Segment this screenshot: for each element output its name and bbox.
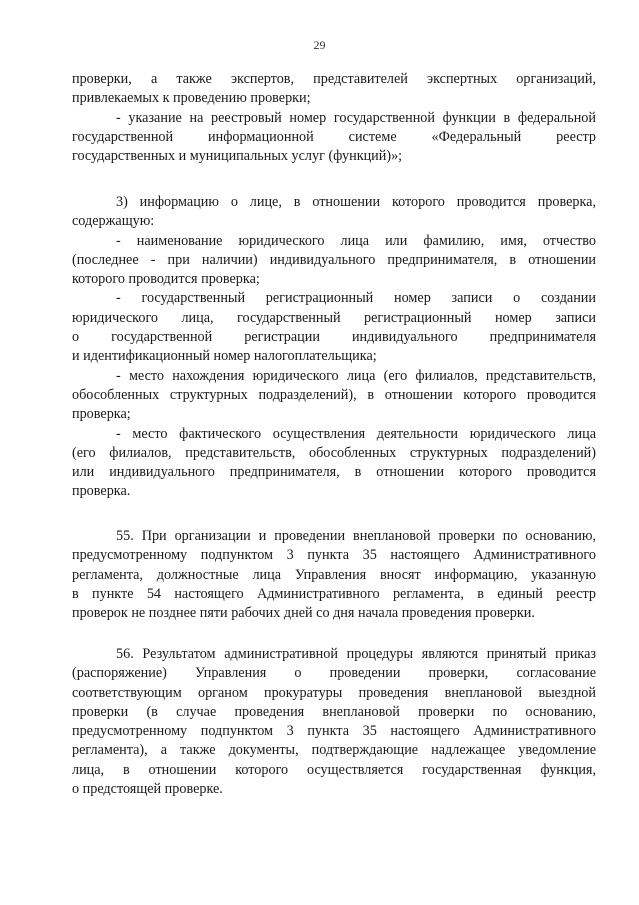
text-line: (его филиалов, представительств, обособленных структурных подразделений) <box>72 444 596 461</box>
text-line: соответствующим органом прокуратуры проведения внеплановой выездной <box>72 684 596 701</box>
paragraph-block-item-3 <box>72 193 596 502</box>
text-line: содержащую: <box>72 213 155 230</box>
text-line: государственной информационной системе «Федеральный реестр <box>72 128 596 145</box>
paragraph-block-cont-1 <box>72 70 596 166</box>
text-line: обособленных структурных подразделений), в отношении которого проводится <box>72 386 596 403</box>
text-line: - место фактического осуществления деятельности юридического лица <box>116 425 596 442</box>
text-line: проверки (в случае проведения внеплановой проверки по основанию, <box>72 703 596 720</box>
text-line: юридического лица, государственный регистрационный номер записи <box>72 309 596 326</box>
text-line: о предстоящей проверке. <box>72 781 223 798</box>
text-line: 56. Результатом административной процедуры являются принятый приказ <box>116 646 596 662</box>
paragraph-block-para-56 <box>72 645 596 799</box>
text-line: проверок не позднее пяти рабочих дней со дня начала проведения проверки. <box>72 605 535 622</box>
page-number: 29 <box>313 38 326 52</box>
text-line: проверка. <box>72 483 131 500</box>
text-line: (распоряжение) Управления о проведении проверки, согласование <box>72 665 596 682</box>
text-line: - указание на реестровый номер государственной функции в федеральной <box>116 109 596 126</box>
text-line: предусмотренному подпунктом 3 пункта 35 настоящего Административного <box>72 547 596 564</box>
text-line: 3) информацию о лице, в отношении которого проводится проверка, <box>116 194 596 210</box>
text-line: - наименование юридического лица или фамилию, имя, отчество <box>116 232 596 249</box>
text-line: (последнее - при наличии) индивидуального предпринимателя, в отношении <box>72 251 596 268</box>
paragraph-block-para-55 <box>72 527 596 623</box>
text-line: или индивидуального предпринимателя, в отношении которого проводится <box>72 464 596 481</box>
text-line: и идентификационный номер налогоплательщика; <box>72 348 377 365</box>
text-line: проверка; <box>72 406 131 423</box>
text-line: проверки, а также экспертов, представителей экспертных организаций, <box>72 71 596 87</box>
text-line: регламента, должностные лица Управления вносят информацию, указанную <box>72 566 596 583</box>
text-line: - государственный регистрационный номер записи о создании <box>116 290 596 307</box>
text-line: о государственной регистрации индивидуального предпринимателя <box>72 329 596 346</box>
text-line: государственных и муниципальных услуг (функций)»; <box>72 148 403 165</box>
text-line: регламента), а также документы, подтверждающие надлежащее уведомление <box>72 742 596 759</box>
text-line: лица, в отношении которого осуществляется государственная функция, <box>72 761 596 778</box>
text-line: - место нахождения юридического лица (его филиалов, представительств, <box>116 367 596 384</box>
text-line: предусмотренному подпунктом 3 пункта 35 настоящего Административного <box>72 723 596 740</box>
text-line: 55. При организации и проведении внеплановой проверки по основанию, <box>116 528 596 544</box>
text-line: в пункте 54 настоящего Административного регламента, в единый реестр <box>72 585 596 602</box>
text-line: которого проводится проверка; <box>72 271 260 288</box>
text-line: привлекаемых к проведению проверки; <box>72 90 311 107</box>
